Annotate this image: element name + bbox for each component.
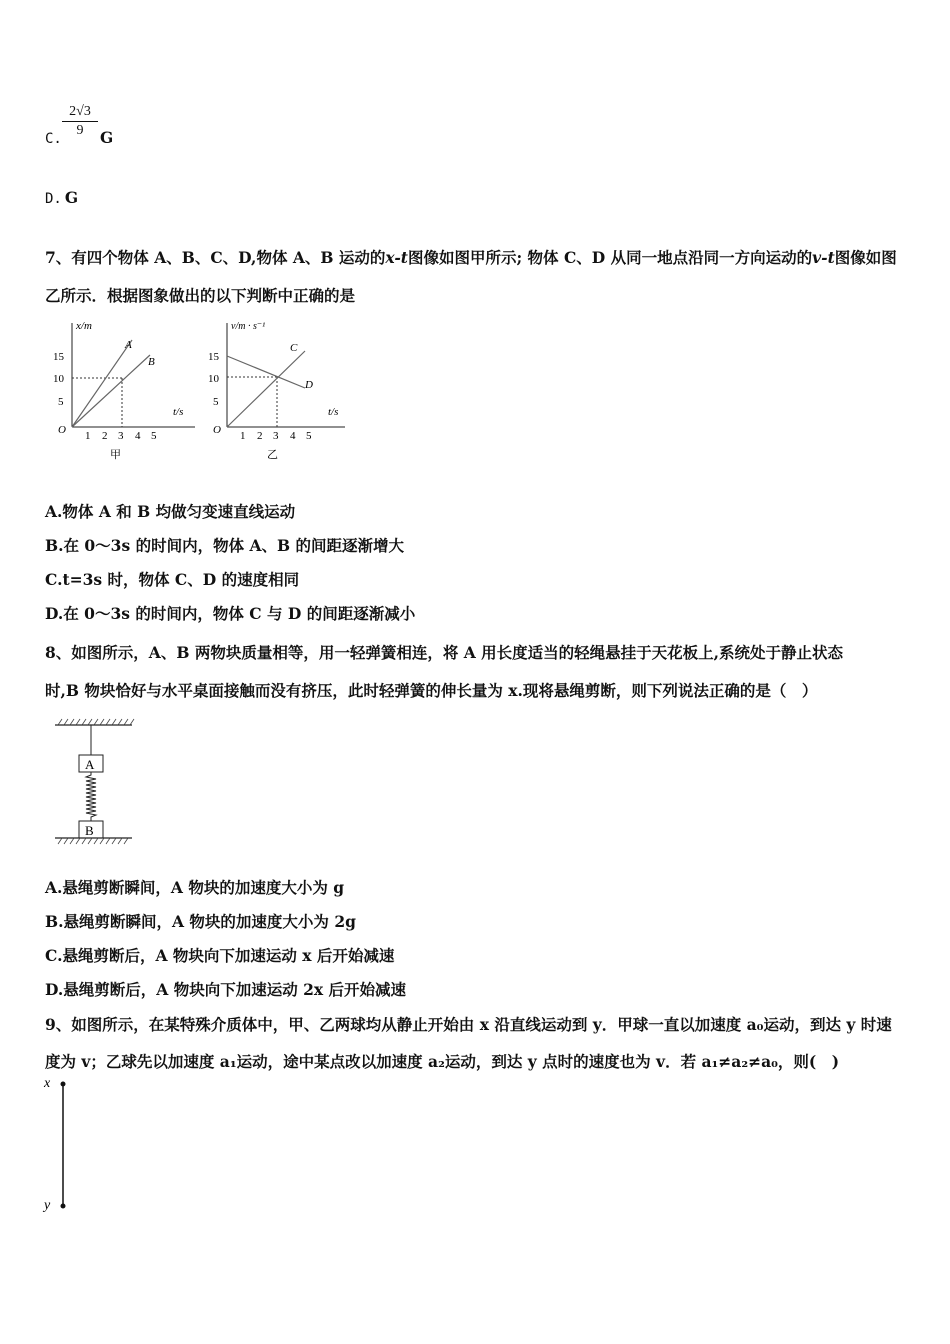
option-d-prev xyxy=(45,188,78,207)
graph-yi xyxy=(205,315,355,465)
question-number: 7、 xyxy=(45,248,72,267)
q8-option-a: A.悬绳剪断瞬间，A 物块的加速度大小为 g xyxy=(45,878,345,897)
x-tick: 5 xyxy=(151,430,157,442)
q7-option-a: A.物体 A 和 B 均做匀变速直线运动 xyxy=(45,502,296,521)
stem-text: 有四个物体 A、B、C、D,物体 A、B 运动的 xyxy=(71,248,386,267)
ceiling xyxy=(55,719,134,725)
line-b-label: B xyxy=(148,356,155,368)
line-a xyxy=(72,340,132,427)
xy-line-diagram xyxy=(40,1072,80,1217)
q7-stem-line1 xyxy=(45,246,897,268)
spring-diagram xyxy=(50,715,140,850)
line-a-label: A xyxy=(125,339,132,351)
fraction-denominator: 9 xyxy=(76,123,84,138)
q9-stem-line1 xyxy=(45,1013,892,1035)
y-axis-label: x/m xyxy=(76,320,92,332)
fraction-numerator: 2√3 xyxy=(62,103,98,122)
table-surface xyxy=(55,838,132,844)
y-tick: 10 xyxy=(53,373,64,385)
block-b-label: B xyxy=(85,823,94,838)
x-tick: 5 xyxy=(306,430,312,442)
y-tick: 5 xyxy=(213,396,219,408)
q7-option-c: C.t=3s 时，物体 C、D 的速度相同 xyxy=(45,570,300,589)
q8-stem-line1 xyxy=(45,641,843,663)
caption: 乙 xyxy=(267,449,278,461)
x-tick: 2 xyxy=(257,430,263,442)
y-axis-label: v/m · s⁻¹ xyxy=(231,321,266,332)
line-c xyxy=(227,351,305,427)
origin-label: O xyxy=(58,424,66,436)
point-x-label: x xyxy=(44,1076,51,1091)
option-label: D. xyxy=(45,191,62,207)
origin-label: O xyxy=(213,424,221,436)
question-number: 8、 xyxy=(45,643,72,662)
stem-text: 如图所示，A、B 两物块质量相等，用一轻弹簧相连，将 A 用长度适当的轻绳悬挂于天花板上,系统处于静止状态 xyxy=(71,643,844,662)
x-axis-label: t/s xyxy=(328,406,339,418)
q7-option-d: D.在 0～3s 的时间内，物体 C 与 D 的间距逐渐减小 xyxy=(45,604,416,623)
q7-option-b: B.在 0～3s 的时间内，物体 A、B 的间距逐渐增大 xyxy=(45,536,405,555)
question-number: 9、 xyxy=(45,1015,72,1034)
graph-jia xyxy=(50,315,200,465)
x-tick: 2 xyxy=(102,430,108,442)
x-tick: 3 xyxy=(273,430,279,442)
y-tick: 5 xyxy=(58,396,64,408)
q8-option-c: C.悬绳剪断后，A 物块向下加速运动 x 后开始减速 xyxy=(45,946,395,965)
block-a-label: A xyxy=(85,757,95,772)
point-y xyxy=(61,1204,66,1209)
stem-text: 图像如图甲所示; 物体 C、D 从同一地点沿同一方向运动的 xyxy=(407,248,813,267)
x-tick: 3 xyxy=(118,430,124,442)
q8-stem-line2: 时,B 物块恰好与水平桌面接触而没有挤压，此时轻弹簧的伸长量为 x.现将悬绳剪断，则下列说法正确的是（ ） xyxy=(45,681,818,700)
x-tick: 1 xyxy=(240,430,246,442)
option-c-prev xyxy=(45,128,62,147)
stem-vt: v-t xyxy=(812,248,835,267)
caption: 甲 xyxy=(110,449,121,461)
line-d-label: D xyxy=(305,379,313,391)
line-c-label: C xyxy=(290,342,298,354)
line-d xyxy=(227,356,305,388)
option-label: C. xyxy=(45,131,62,147)
q9-stem-line2: 度为 v；乙球先以加速度 a₁运动，途中某点改以加速度 a₂运动，到达 y 点时的速度也为 v．若 a₁≠a₂≠a₀，则( ) xyxy=(45,1052,840,1071)
option-d-unit: G xyxy=(64,188,79,207)
y-tick: 15 xyxy=(53,351,64,363)
spring xyxy=(86,772,96,821)
q7-stem-line2: 乙所示．根据图象做出的以下判断中正确的是 xyxy=(45,286,356,305)
stem-text: 图像如图 xyxy=(834,248,897,267)
line-b xyxy=(72,355,150,427)
stem-text: 如图所示，在某特殊介质体中，甲、乙两球均从静止开始由 x 沿直线运动到 y．甲球一直以加速度 a₀运动，到达 y 时速 xyxy=(71,1015,892,1034)
stem-xt: x-t xyxy=(385,248,408,267)
x-tick: 1 xyxy=(85,430,91,442)
q8-option-d: D.悬绳剪断后，A 物块向下加速运动 2x 后开始减速 xyxy=(45,980,407,999)
point-y-label: y xyxy=(44,1198,51,1213)
fraction xyxy=(62,103,98,140)
option-c-unit: G xyxy=(100,128,114,147)
y-tick: 15 xyxy=(208,351,219,363)
x-tick: 4 xyxy=(290,430,296,442)
y-tick: 10 xyxy=(208,373,219,385)
q8-option-b: B.悬绳剪断瞬间，A 物块的加速度大小为 2g xyxy=(45,912,356,931)
x-tick: 4 xyxy=(135,430,141,442)
x-axis-label: t/s xyxy=(173,406,184,418)
